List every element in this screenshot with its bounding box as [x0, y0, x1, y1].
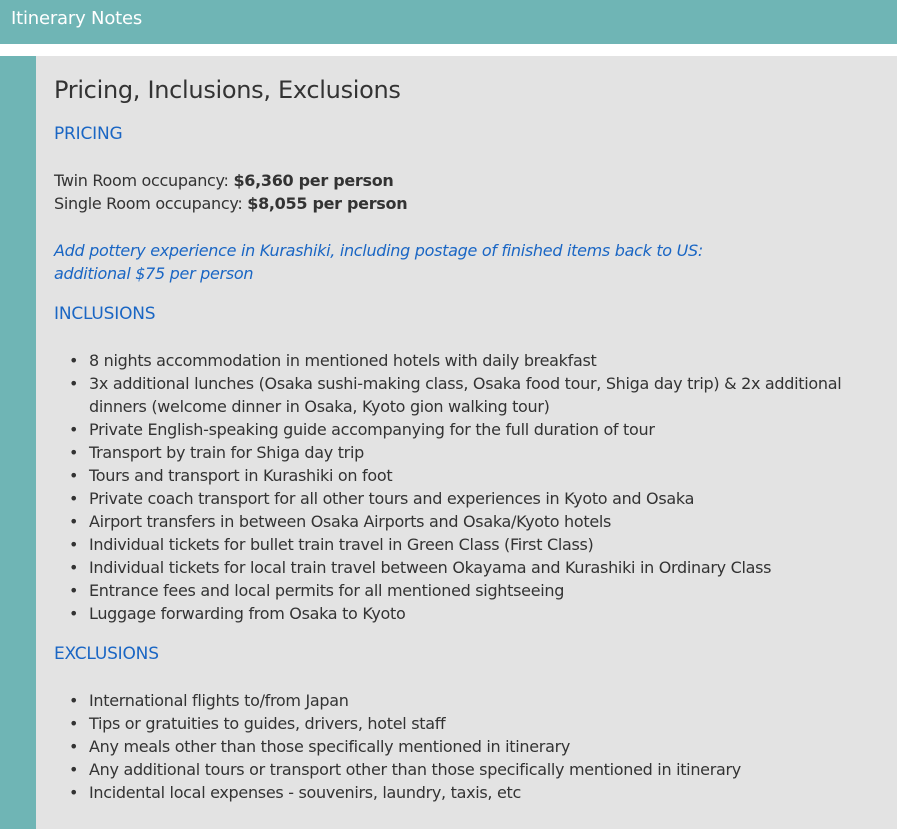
- list-item: • Transport by train for Shiga day trip: [54, 441, 894, 464]
- single-room-price-line: [54, 192, 894, 215]
- notes-panel: [36, 56, 897, 829]
- list-item: • Tips or gratuities to guides, drivers, hotel staff: [54, 712, 894, 735]
- list-item: • Private English-speaking guide accompanying for the full duration of tour: [54, 418, 894, 441]
- list-item: • Luggage forwarding from Osaka to Kyoto: [54, 602, 894, 625]
- pottery-addon-note: Add pottery experience in Kurashiki, including postage of finished items back to US: additional $75 per person: [54, 241, 703, 283]
- exclusions-list: [54, 689, 894, 804]
- header-title: Itinerary Notes: [11, 8, 143, 29]
- single-room-price: $8,055 per person: [247, 194, 408, 213]
- single-room-label: Single Room occupancy:: [54, 194, 248, 213]
- page-title: Pricing, Inclusions, Exclusions: [54, 76, 401, 104]
- list-item: • International flights to/from Japan: [54, 689, 894, 712]
- twin-room-price: $6,360 per person: [233, 171, 394, 190]
- list-item: • Airport transfers in between Osaka Airports and Osaka/Kyoto hotels: [54, 510, 894, 533]
- inclusions-heading: INCLUSIONS: [54, 304, 156, 324]
- list-item: • Individual tickets for local train travel between Okayama and Kurashiki in Ordinary Class: [54, 556, 894, 579]
- notes-content: [54, 56, 894, 804]
- list-item: • Tours and transport in Kurashiki on foot: [54, 464, 894, 487]
- list-item: • Any additional tours or transport other than those specifically mentioned in itinerary: [54, 758, 894, 781]
- list-item: • 8 nights accommodation in mentioned hotels with daily breakfast: [54, 349, 894, 372]
- list-item: • Entrance fees and local permits for all mentioned sightseeing: [54, 579, 894, 602]
- exclusions-heading: EXCLUSIONS: [54, 644, 159, 664]
- list-item: • 3x additional lunches (Osaka sushi-making class, Osaka food tour, Shiga day trip) & 2x additional dinners (welcome dinner in Osaka, Kyoto gion walking tour): [54, 372, 894, 418]
- pricing-lines: [54, 169, 894, 215]
- list-item: • Incidental local expenses - souvenirs, laundry, taxis, etc: [54, 781, 894, 804]
- list-item: • Private coach transport for all other tours and experiences in Kyoto and Osaka: [54, 487, 894, 510]
- twin-room-price-line: [54, 169, 894, 192]
- pricing-heading: PRICING: [54, 124, 123, 144]
- list-item: • Any meals other than those specifically mentioned in itinerary: [54, 735, 894, 758]
- list-item: • Individual tickets for bullet train travel in Green Class (First Class): [54, 533, 894, 556]
- header-bar: [0, 0, 897, 44]
- twin-room-label: Twin Room occupancy:: [54, 171, 234, 190]
- header-gap: [0, 44, 897, 56]
- side-rail: [0, 56, 36, 829]
- inclusions-list: [54, 349, 894, 625]
